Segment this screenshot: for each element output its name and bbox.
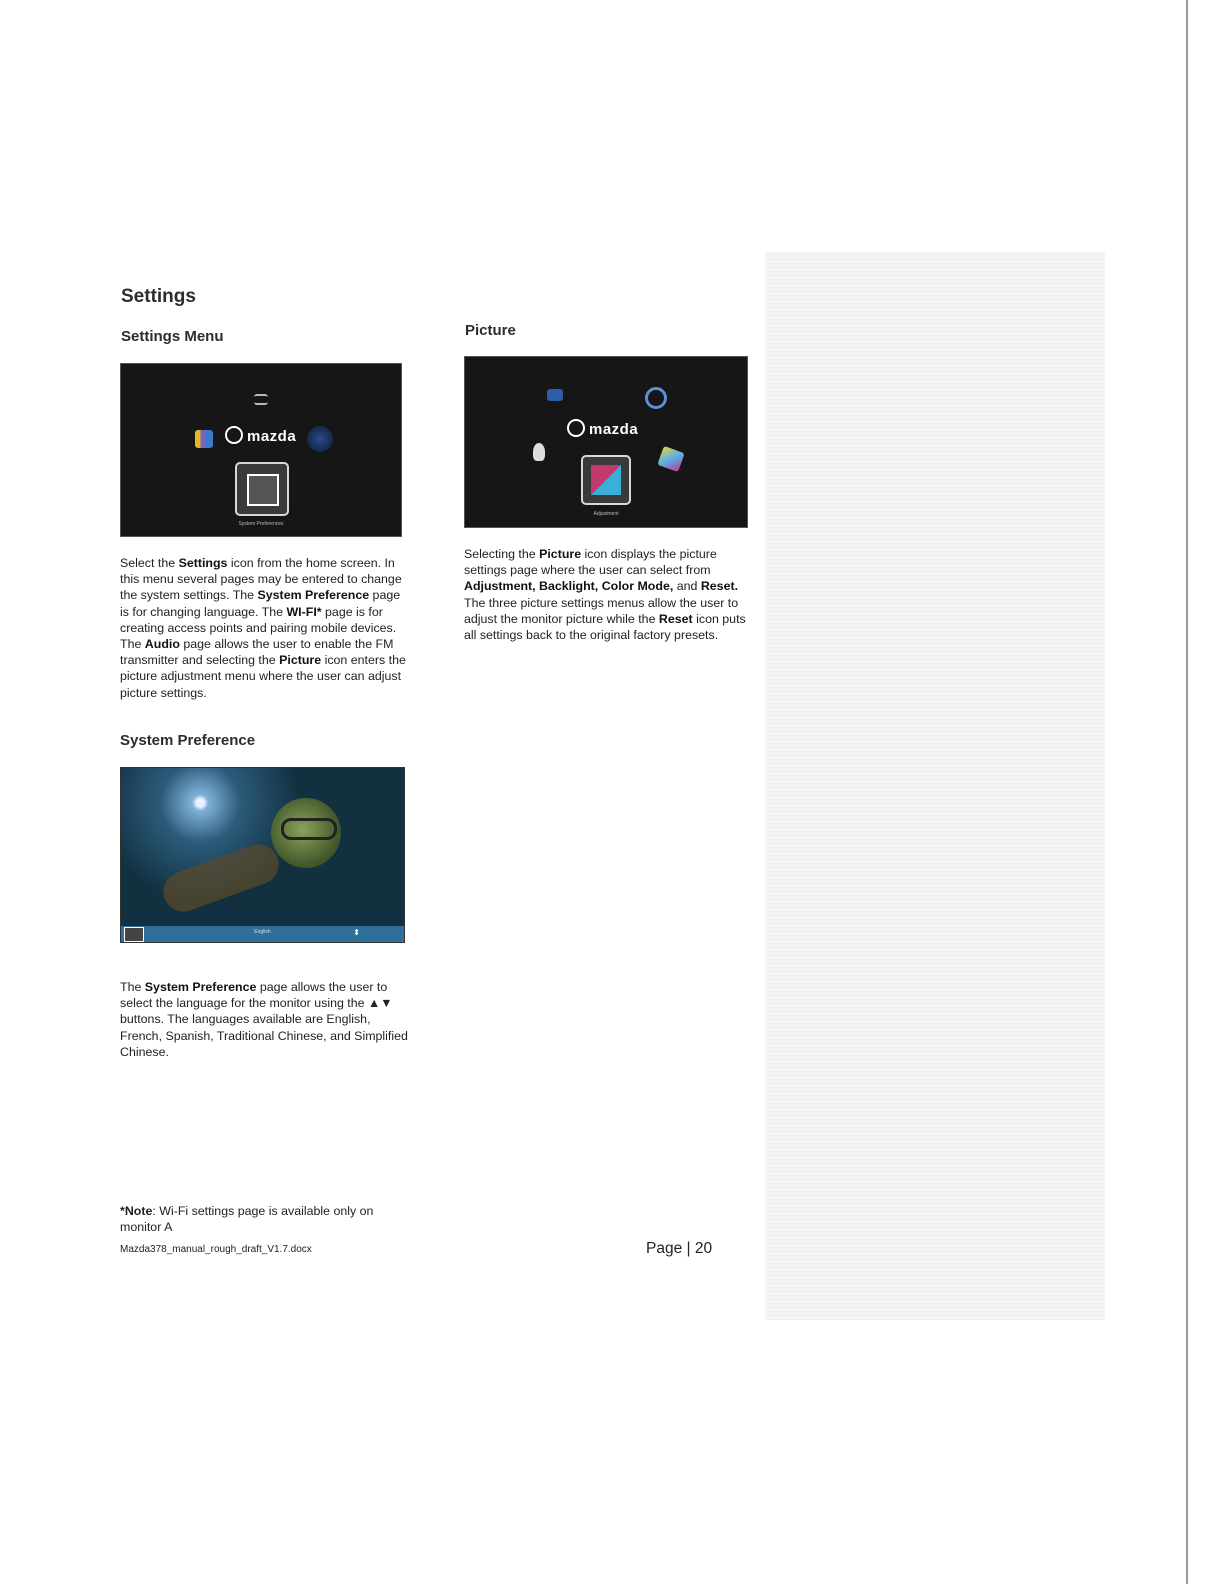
adjustment-tile <box>581 455 631 505</box>
footnote-label: *Note <box>120 1204 153 1218</box>
audio-icon <box>307 426 333 452</box>
picture-icon <box>195 430 213 448</box>
mazda-logo: mazda <box>225 426 296 445</box>
text-run: icon enters the picture adjustment menu where the user can adjust picture settings. <box>120 653 406 700</box>
text-run: The <box>120 980 145 994</box>
text-run: The three picture settings menus allow the user to adjust the monitor picture while the <box>464 595 739 626</box>
color-mode-icon <box>657 446 685 472</box>
document-filename: Mazda378_manual_rough_draft_V1.7.docx <box>120 1244 312 1255</box>
text-run: page is for changing language. The <box>120 588 401 619</box>
bold-term: Audio <box>144 637 180 652</box>
text-run: Select the <box>120 556 179 570</box>
text-run: page allows the user to enable the FM transmitter and selecting the <box>120 637 394 668</box>
text-run: Selecting the <box>464 547 540 561</box>
bold-term: Settings <box>178 556 228 570</box>
lightbulb-icon <box>533 443 545 461</box>
sliders-icon <box>247 474 279 506</box>
bold-term: Reset. <box>700 579 739 594</box>
reset-icon <box>645 387 667 409</box>
text-run: page allows the user to select the language for the monitor using the ▲▼ buttons. The languages available are English, French, Spanish, Traditional Chinese, and Simplified Chinese. <box>120 980 408 1059</box>
page-heading: Settings <box>121 286 196 307</box>
system-preference-screenshot <box>120 767 405 943</box>
system-preferences-tile <box>235 462 289 516</box>
system-preference-heading: System Preference <box>120 732 256 749</box>
scan-margin-panel <box>765 252 1105 1320</box>
language-selection-bar <box>121 926 404 942</box>
bold-term: Picture <box>539 547 582 561</box>
system-preference-paragraph <box>120 979 410 1060</box>
text-run: icon displays the picture settings page where the user can select from <box>464 547 717 578</box>
bold-term: Adjustment, Backlight, Color Mode, <box>464 579 674 594</box>
picture-paragraph <box>464 546 754 643</box>
movie-arm <box>158 839 284 918</box>
text-run: page is for creating access points and pairing mobile devices. The <box>120 604 397 652</box>
settings-menu-heading: Settings Menu <box>121 328 224 345</box>
mazda-logo: mazda <box>567 419 638 438</box>
text-run: and <box>673 579 701 594</box>
page-edge <box>1186 0 1188 1584</box>
screen-caption: System Preferences <box>238 521 284 527</box>
settings-menu-screenshot <box>120 363 402 537</box>
bold-term: System Preference <box>257 588 370 603</box>
adjustment-icon <box>591 465 621 495</box>
up-down-arrows-icon: ⬍ <box>353 928 360 937</box>
bold-term: WI-FI* <box>286 604 322 619</box>
screen-caption: Adjustment <box>593 511 619 517</box>
language-value: English <box>254 929 271 935</box>
movie-goggles <box>281 818 337 840</box>
text-run: icon from the home screen. In this menu several pages may be entered to change the system settings. The <box>120 556 402 603</box>
bold-term: Reset <box>658 611 693 626</box>
wifi-icon <box>254 394 268 405</box>
text-run: icon puts all settings back to the original factory presets. <box>464 611 746 643</box>
backlight-icon <box>547 389 563 401</box>
bold-term: Picture <box>279 653 322 668</box>
footnote-text: : Wi-Fi settings page is available only on monitor A <box>120 1204 374 1234</box>
bold-term: System Preference <box>144 980 257 994</box>
picture-menu-screenshot <box>464 356 748 528</box>
page-number: Page | 20 <box>646 1240 713 1257</box>
footnote <box>120 1203 410 1235</box>
settings-paragraph <box>120 555 410 701</box>
picture-heading: Picture <box>465 322 516 339</box>
